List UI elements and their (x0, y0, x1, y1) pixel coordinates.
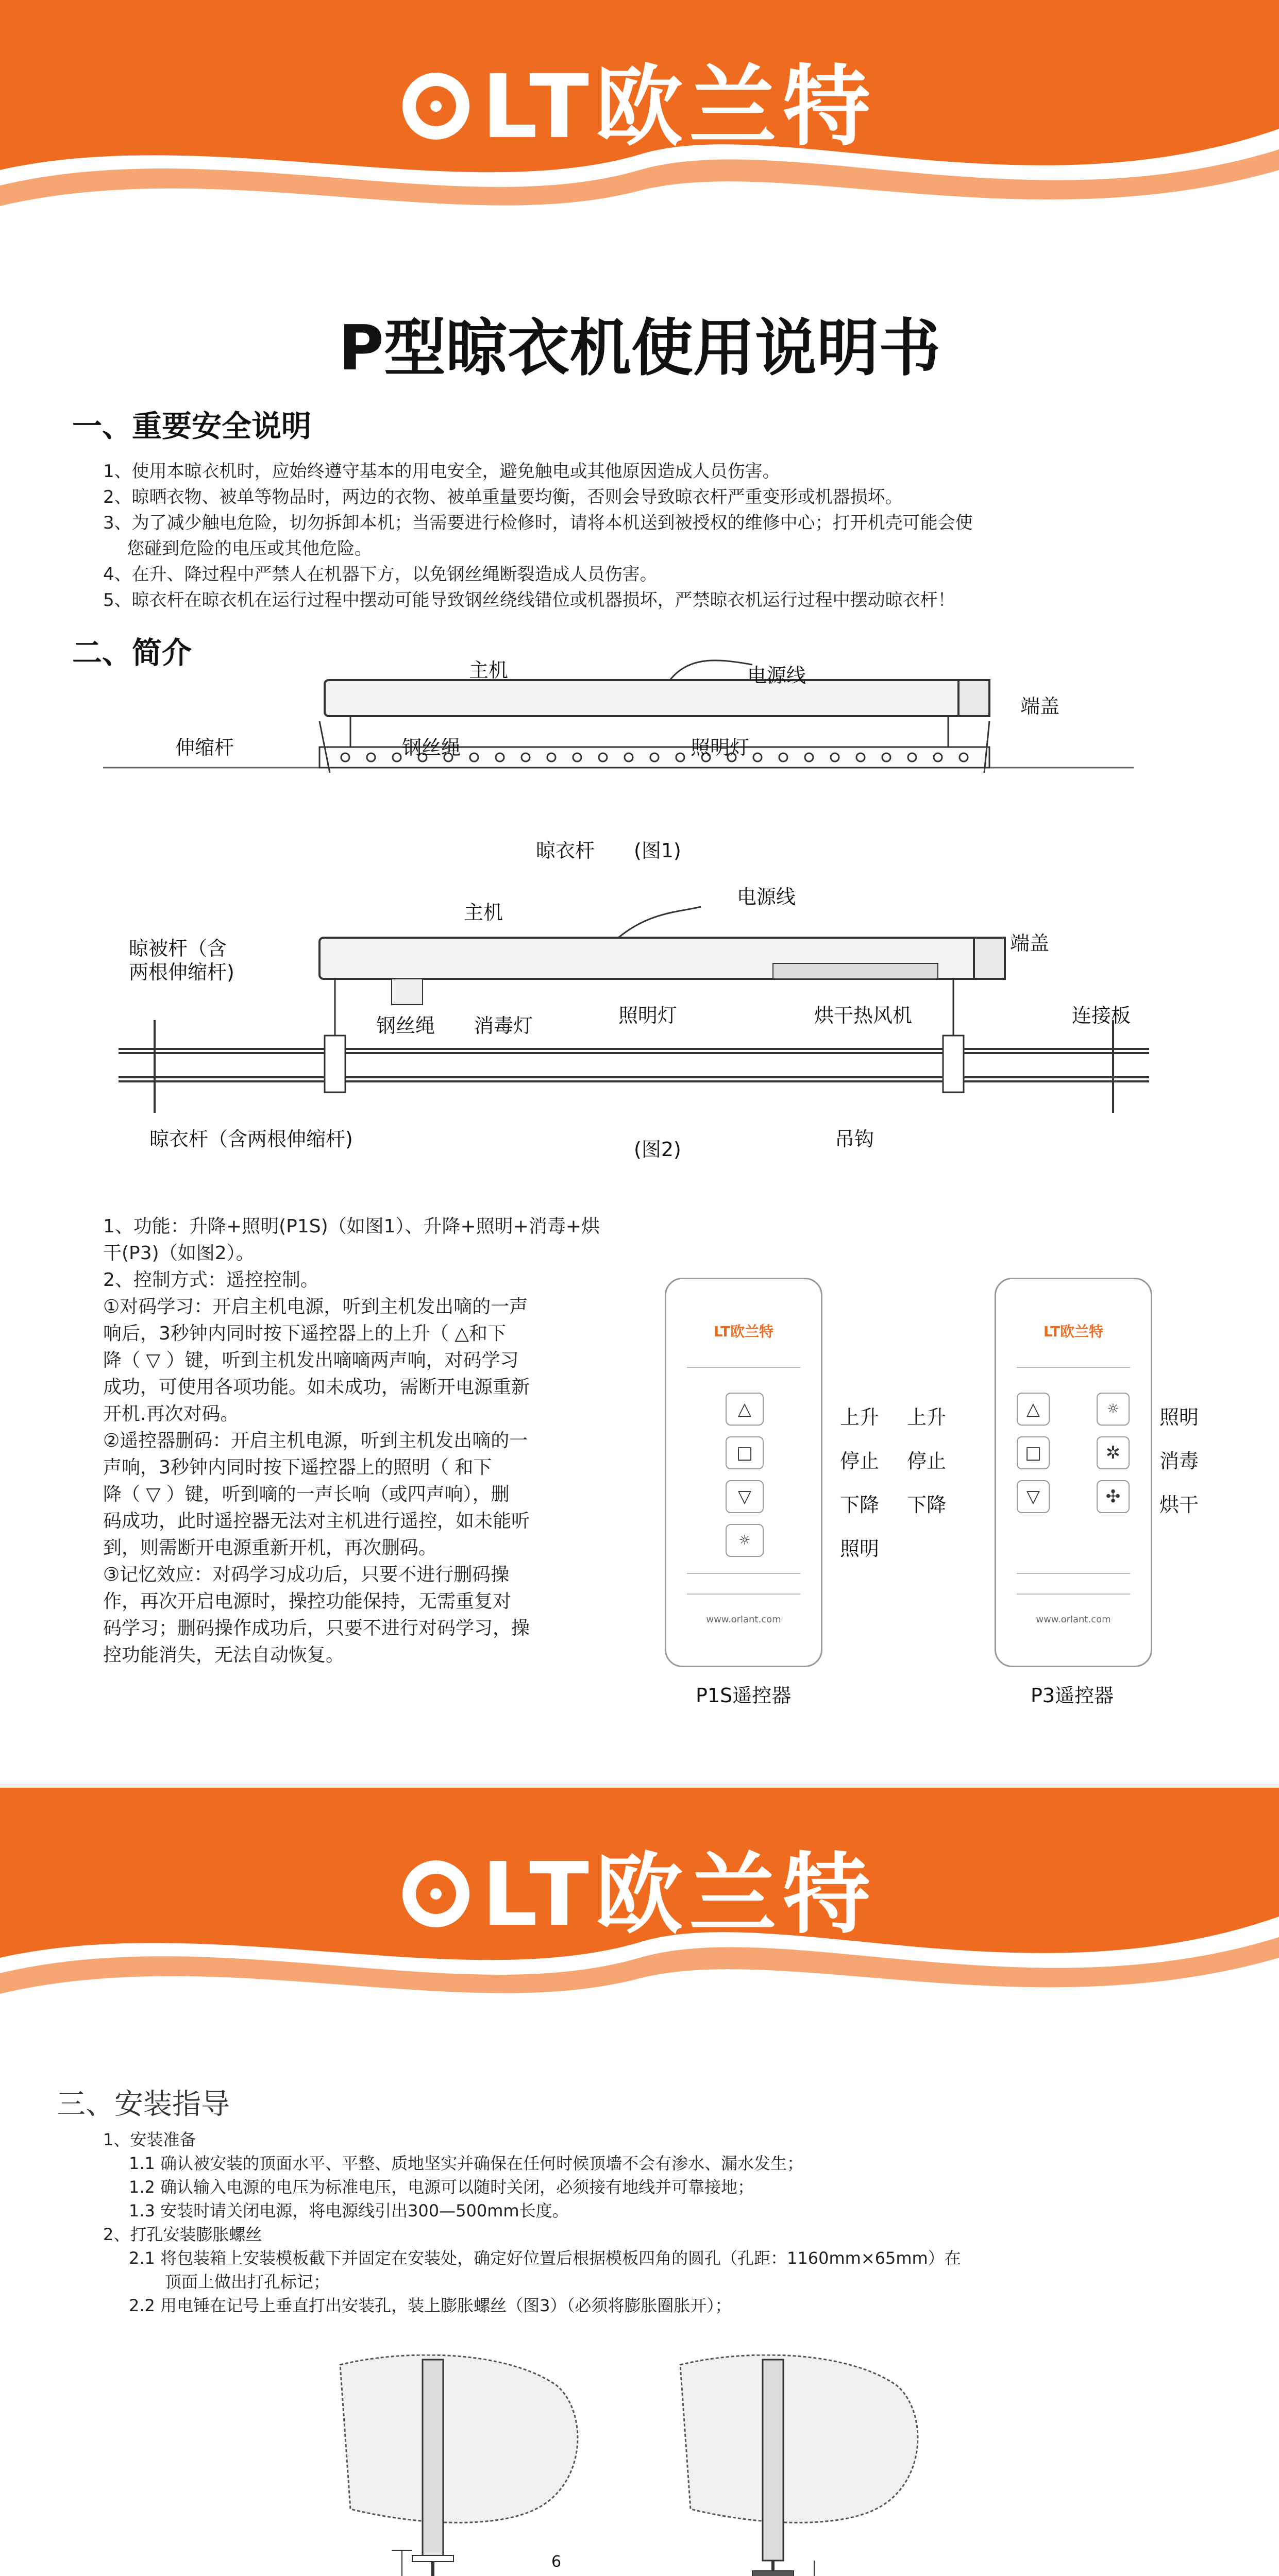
divider (1017, 1594, 1130, 1595)
down-button-icon[interactable]: ▽ (1017, 1480, 1050, 1513)
p3-label-up: 上升 (907, 1406, 947, 1429)
fig2-label-hook: 吊钩 (835, 1128, 874, 1150)
intro-line: 1、功能：升降+照明(P1S)（如图1）、升降+照明+消毒+烘 (103, 1216, 600, 1237)
install-item: 2.1 将包装箱上安装模板截下并固定在安装处，确定好位置后根据模板四角的圆孔（孔距：1160mm×65mm）在 (129, 2248, 961, 2268)
up-button-icon[interactable]: △ (1017, 1393, 1050, 1426)
fig2-label-connector: 连接板 (1072, 1004, 1131, 1027)
p1s-label-stop: 停止 (840, 1450, 880, 1472)
fig1-caption: (图1) (634, 839, 681, 862)
install-item: 1.1 确认被安装的顶面水平、平整、质地坚实并确保在任何时候顶墙不会有渗水、漏水发生； (129, 2154, 804, 2173)
remote-p3-url: www.orlant.com (1036, 1614, 1111, 1625)
install-item: 1.2 确认输入电源的电压为标准电压，电源可以随时关闭，必须接有地线并可靠接地； (129, 2177, 754, 2197)
p1s-label-down: 下降 (840, 1494, 880, 1516)
safety-item: 1、使用本晾衣机时，应始终遵守基本的用电安全，避免触电或其他原因造成人员伤害。 (103, 461, 780, 482)
remote-p1s-caption: P1S遥控器 (696, 1684, 792, 1707)
fig1-label-power-cord: 电源线 (747, 664, 806, 687)
remote-p1s (665, 1278, 822, 1667)
fig2-caption: (图2) (634, 1138, 681, 1161)
fig1-label-telescopic-rod: 伸缩杆 (175, 736, 234, 759)
intro-line: 作，再次开启电源时，操控功能保持，无需重复对 (103, 1591, 512, 1612)
remote-p1s-url: www.orlant.com (706, 1614, 781, 1625)
safety-item: 3、为了减少触电危险，切勿拆卸本机；当需要进行检修时，请将本机送到被授权的维修中心；打开机壳可能会使 (103, 513, 973, 533)
section2-heading: 二、简介 (72, 635, 192, 670)
install-item: 2.2 用电锤在记号上垂直打出安装孔，装上膨胀螺丝（图3）（必须将膨胀圈胀开）； (129, 2296, 732, 2315)
intro-line: 降（ ▽ ）键，听到主机发出嘀嘀两声响，对码学习 (103, 1350, 519, 1371)
p3-label-down: 下降 (907, 1494, 947, 1516)
intro-line: ②遥控器删码：开启主机电源，听到主机发出嘀的一 (103, 1430, 528, 1451)
fig1-label-drying-rod: 晾衣杆 (536, 839, 595, 862)
intro-line: 码成功，此时遥控器无法对主机进行遥控，如未能听 (103, 1511, 530, 1532)
fig1-label-end-cap: 端盖 (1020, 695, 1060, 718)
safety-item: 5、晾衣杆在晾衣机在运行过程中摆动可能导致钢丝绕线错位或机器损坏，严禁晾衣机运行过程中摆动晾衣杆！ (103, 590, 955, 611)
section1-heading: 一、重要安全说明 (72, 409, 312, 444)
intro-line: 开机.再次对码。 (103, 1403, 239, 1425)
intro-line: 到，则需断开电源重新开机，再次删码。 (103, 1537, 437, 1558)
intro-text (103, 1213, 660, 1669)
light-button-icon[interactable]: ☼ (726, 1524, 764, 1557)
p3-label-light: 照明 (1159, 1406, 1199, 1429)
light-button-icon[interactable]: ☼ (1097, 1393, 1130, 1426)
sterilize-button-icon[interactable]: ✲ (1097, 1436, 1130, 1469)
up-button-icon[interactable]: △ (726, 1393, 764, 1426)
fig1-label-light: 照明灯 (691, 736, 750, 759)
install-item: 顶面上做出打孔标记； (165, 2272, 330, 2292)
install-item: 1.3 安装时请关闭电源，将电源线引出300—500mm长度。 (129, 2201, 569, 2221)
install-item: 1、安装准备 (103, 2130, 196, 2149)
intro-line: 控功能消失，无法自动恢复。 (103, 1645, 345, 1666)
fan-button-icon[interactable]: ✣ (1097, 1480, 1130, 1513)
stop-button-icon[interactable]: □ (1017, 1436, 1050, 1469)
brand-logo (0, 1824, 1279, 1950)
safety-item: 您碰到危险的电压或其他危险。 (127, 538, 372, 559)
divider (1017, 1367, 1130, 1368)
intro-line: 响后，3秒钟内同时按下遥控器上的上升（ △和下 (103, 1323, 507, 1344)
fig3-dim-6: 6 (551, 2553, 562, 2571)
p3-label-stop: 停止 (907, 1450, 947, 1472)
fig2-label-host: 主机 (464, 901, 503, 924)
intro-line: 码学习；删码操作成功后，只要不进行对码学习，操 (103, 1618, 530, 1639)
fig2-label-fan: 烘干热风机 (814, 1004, 913, 1027)
remote-p3-caption: P3遥控器 (1031, 1684, 1114, 1707)
p1s-label-up: 上升 (840, 1406, 880, 1429)
fig2-label-quilt-rod-2: 两根伸缩杆) (129, 961, 234, 984)
section3-heading: 三、安装指导 (57, 2088, 230, 2121)
brand-logo (0, 36, 1279, 162)
intro-line: 声响，3秒钟内同时按下遥控器上的照明（ 和下 (103, 1457, 492, 1478)
stop-button-icon[interactable]: □ (726, 1436, 764, 1469)
fig2-label-sterilize-lamp: 消毒灯 (474, 1014, 533, 1037)
down-button-icon[interactable]: ▽ (726, 1480, 764, 1513)
intro-line: ③记忆效应：对码学习成功后，只要不进行删码操 (103, 1564, 510, 1585)
p3-label-dry: 烘干 (1159, 1494, 1199, 1516)
intro-line: ①对码学习：开启主机电源，听到主机发出嘀的一声 (103, 1296, 528, 1317)
p3-label-sterilize: 消毒 (1159, 1450, 1199, 1472)
divider (1017, 1573, 1130, 1574)
fig2-label-wire-rope: 钢丝绳 (376, 1014, 435, 1037)
fig1-label-wire-rope: 钢丝绳 (402, 736, 461, 759)
remote-p1s-logo: LT欧兰特 (713, 1323, 774, 1340)
intro-line: 2、控制方式：遥控控制。 (103, 1269, 319, 1291)
logo-ring-icon (402, 1860, 469, 1927)
install-item: 2、打孔安装膨胀螺丝 (103, 2225, 262, 2244)
logo-ring-icon (402, 73, 469, 140)
fig2-label-quilt-rod: 晾被杆（含 (129, 937, 227, 960)
safety-item: 4、在升、降过程中严禁人在机器下方，以免钢丝绳断裂造成人员伤害。 (103, 564, 658, 585)
fig2-label-light: 照明灯 (618, 1004, 678, 1027)
remote-p3 (995, 1278, 1152, 1667)
divider (687, 1594, 800, 1595)
page-title: P型晾衣机使用说明书 (339, 313, 940, 384)
brand-logo-text: LT欧兰特 (481, 1844, 877, 1946)
fig2-label-power-cord: 电源线 (737, 886, 796, 908)
p1s-label-light: 照明 (840, 1537, 880, 1560)
intro-line: 干(P3)（如图2）。 (103, 1243, 255, 1264)
brand-logo-text: LT欧兰特 (481, 56, 877, 158)
safety-list (103, 459, 1211, 613)
figure-3-diagram (319, 2354, 989, 2576)
divider (687, 1367, 800, 1368)
remote-p3-logo: LT欧兰特 (1043, 1323, 1104, 1340)
fig1-label-host: 主机 (469, 659, 509, 682)
divider (687, 1573, 800, 1574)
intro-line: 成功，可使用各项功能。如未成功，需断开电源重新 (103, 1377, 530, 1398)
intro-line: 降（ ▽ ）键，听到嘀的一声长响（或四声响），删 (103, 1484, 510, 1505)
safety-item: 2、晾晒衣物、被单等物品时，两边的衣物、被单重量要均衡，否则会导致晾衣杆严重变形或机器损坏。 (103, 487, 903, 507)
fig2-label-end-cap: 端盖 (1010, 932, 1050, 955)
fig2-label-drying-rod: 晾衣杆（含两根伸缩杆) (149, 1128, 353, 1150)
install-prep-list (103, 2128, 1211, 2317)
